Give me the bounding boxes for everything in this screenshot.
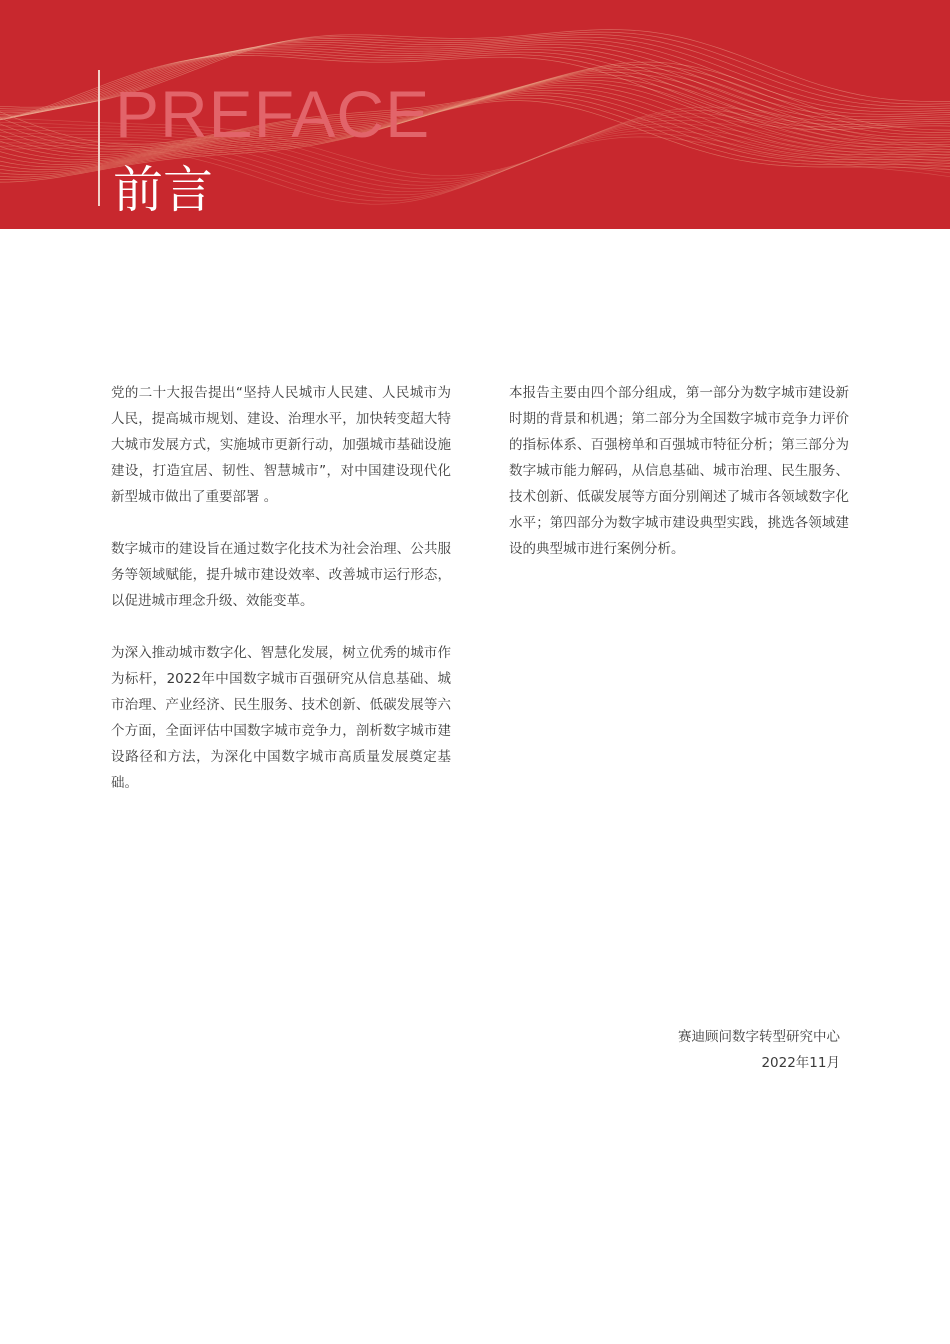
signature-date: 2022年11月 [761, 1055, 840, 1071]
paragraph: 党的二十大报告提出“坚持人民城市人民建、人民城市为人民，提高城市规划、建设、治理水平，加快转变超大特大城市发展方式，实施城市更新行动，加强城市基础设施建设，打造宜居、韧性、智慧城市”，对中国建设现代化新型城市做出了重要部署 。 [111, 385, 451, 505]
header-band [0, 0, 950, 229]
page-title: 前言 [113, 161, 213, 219]
right-column [509, 380, 849, 588]
paragraph: 为深入推动城市数字化、智慧化发展，树立优秀的城市作为标杆，2022年中国数字城市百强研究从信息基础、城市治理、产业经济、民生服务、技术创新、低碳发展等六个方面，全面评估中国数字城市竞争力，剖析数字城市建设路径和方法，为深化中国数字城市高质量发展奠定基础。 [111, 645, 451, 791]
signature-block [678, 1024, 840, 1076]
header-divider [98, 70, 100, 206]
signature-organization: 赛迪顾问数字转型研究中心 [678, 1029, 840, 1045]
preface-watermark: PREFACE [115, 77, 431, 151]
paragraph: 数字城市的建设旨在通过数字化技术为社会治理、公共服务等领域赋能，提升城市建设效率、改善城市运行形态，以促进城市理念升级、效能变革。 [111, 541, 451, 609]
left-column [111, 380, 451, 822]
paragraph: 本报告主要由四个部分组成，第一部分为数字城市建设新时期的背景和机遇；第二部分为全国数字城市竞争力评价的指标体系、百强榜单和百强城市特征分析；第三部分为数字城市能力解码，从信息基础、城市治理、民生服务、技术创新、低碳发展等方面分别阐述了城市各领域数字化水平；第四部分为数字城市建设典型实践，挑选各领域建设的典型城市进行案例分析。 [509, 385, 849, 557]
